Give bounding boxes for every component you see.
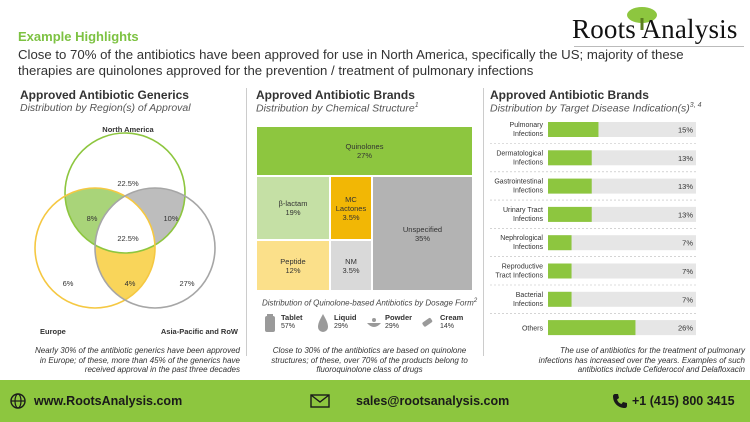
- venn-value-all: 22.5%: [117, 234, 139, 243]
- treemap-cell: [372, 176, 473, 291]
- bar: [548, 207, 592, 222]
- treemap-cell-name: NM: [345, 256, 357, 266]
- venn-value-eu-asia: 4%: [124, 279, 136, 288]
- phone-icon: [612, 393, 628, 409]
- section-tag: Example Highlights: [18, 29, 139, 44]
- structure-footnote: Close to 30% of the antibiotics are based on quinolone structures; of these, over 70% of the products belong to fluoroquinolone class of drugs: [271, 346, 468, 374]
- footer-phone[interactable]: [612, 380, 735, 422]
- dosage-form-name: Powder: [385, 313, 413, 322]
- treemap-cell: [330, 240, 372, 291]
- treemap-cell-name: β-lactam: [278, 199, 308, 208]
- dosage-form-item: [421, 313, 463, 339]
- dosage-form-name: Liquid: [334, 313, 357, 322]
- dosage-form-value: 29%: [385, 323, 400, 330]
- treemap-cell-value: 35%: [414, 233, 430, 243]
- bar-value-label: 7%: [682, 295, 693, 305]
- dosage-form-item: [262, 313, 303, 339]
- dosage-form-name: Tablet: [281, 313, 303, 322]
- bar: [548, 235, 572, 250]
- bar-category-label: Gastrointestinal Infections: [494, 178, 543, 195]
- treemap-cell-value: 3.5%: [342, 212, 360, 222]
- bar-value-label: 13%: [677, 153, 693, 163]
- mail-icon: [310, 394, 330, 408]
- treemap-cell-name: MC Lactones: [335, 194, 367, 213]
- bar-category-label: Urinary Tract Infections: [502, 206, 543, 223]
- indication-subtitle: Distribution by Target Disease $Indication(s)^{3, 4}$: [490, 102, 702, 115]
- dosage-form-item: [366, 313, 412, 339]
- headline: Close to 70% of the antibiotics have been approved for use in North America, specifically the US; majority of these therapies are quinolones approved for the prevention / treatment of pulmonary infections: [18, 47, 684, 78]
- generics-title: Approved Antibiotic Generics: [20, 88, 189, 102]
- footer-email[interactable]: [310, 380, 509, 422]
- bar: [548, 122, 598, 137]
- bar: [548, 179, 592, 194]
- treemap-cell: [256, 176, 330, 240]
- treemap-cell-value: 3.5%: [342, 265, 360, 275]
- bar-value-label: 15%: [677, 125, 693, 135]
- footer-website[interactable]: [10, 380, 182, 422]
- treemap-cell-value: 12%: [285, 265, 301, 275]
- dosage-form-value: 14%: [440, 323, 455, 330]
- venn-value-asia: 27%: [179, 279, 195, 288]
- treemap-cell: [330, 176, 372, 240]
- venn-chart: [0, 118, 245, 344]
- bar-category-label: Nephrological Infections: [500, 235, 543, 252]
- indication-footnote: The use of antibiotics for the treatment of pulmonary infections has increased over the years. Examples of such antibiotics include Cefiderocol and Delafloxacin: [538, 346, 745, 374]
- globe-icon: [10, 393, 26, 409]
- bar: [548, 150, 592, 165]
- bar-category-label: Reproductive Tract Infections: [495, 263, 543, 280]
- venn-value-na-eu: 8%: [86, 214, 98, 223]
- treemap-cell-value: 27%: [356, 151, 372, 160]
- cream-icon: [421, 313, 437, 335]
- treemap-cell-value: 19%: [285, 208, 301, 217]
- bar-category-label: Pulmonary Infections: [509, 122, 543, 138]
- tablet-icon: [262, 313, 278, 335]
- treemap-cell-name: Unspecified: [402, 224, 443, 234]
- bar-value-label: 13%: [677, 210, 693, 220]
- venn-value-north-america: 22.5%: [117, 179, 139, 188]
- powder-icon: [366, 313, 382, 335]
- footer-bar: [0, 380, 750, 422]
- divider-left: [246, 88, 247, 356]
- dosage-form-name: Cream: [440, 313, 464, 322]
- website-link[interactable]: www.RootsAnalysis.com: [34, 394, 183, 408]
- bar-category-label: Bacterial Infections: [513, 291, 543, 308]
- treemap-cell: [256, 240, 330, 291]
- generics-subtitle: Distribution by Region(s) of Approval: [20, 102, 191, 114]
- bar-category-label: Dermatological Infections: [496, 150, 543, 167]
- liquid-icon: [315, 313, 331, 335]
- treemap-cell-name: Peptide: [280, 256, 306, 266]
- indication-title: Approved Antibiotic Brands: [490, 88, 649, 102]
- phone-number[interactable]: +1 (415) 800 3415: [632, 394, 735, 408]
- bar-value-label: 13%: [677, 182, 693, 192]
- bar-value-label: 26%: [677, 323, 693, 333]
- venn-set-europe: Europe: [40, 327, 66, 336]
- structure-title: Approved Antibiotic Brands: [256, 88, 415, 102]
- treemap-cell-name: Quinolones: [345, 142, 384, 151]
- bar: [548, 320, 635, 335]
- indication-bar-chart: [484, 118, 750, 344]
- venn-value-europe: 6%: [62, 279, 74, 288]
- bar-value-label: 7%: [682, 238, 693, 248]
- venn-set-asia: Asia-Pacific and RoW: [160, 327, 238, 336]
- dosage-form-item: [315, 313, 357, 339]
- bar-category-label: Others: [521, 325, 543, 333]
- treemap-chart: [256, 126, 473, 291]
- treemap-cell: [256, 126, 473, 176]
- bar-value-label: 7%: [682, 267, 693, 276]
- logo-wordmark: Roots Analysis: [572, 14, 738, 44]
- venn-set-north-america: North America: [102, 125, 154, 134]
- structure-subtitle: Distribution by Chemical Structure$^1$: [256, 102, 419, 115]
- dosage-title: Distribution of Quinolone-based Antibiotics by Dosage Form$^2$: [262, 298, 478, 308]
- venn-value-na-asia: 10%: [163, 214, 179, 223]
- email-link[interactable]: sales@rootsanalysis.com: [356, 394, 510, 408]
- dosage-form-value: 57%: [281, 323, 296, 330]
- generics-footnote: Nearly 30% of the antibiotic generics have been approved in Europe; of these, more than 45% of the generics have received approval in the past three decades: [34, 346, 240, 374]
- bar: [548, 264, 572, 279]
- dosage-form-value: 29%: [334, 323, 349, 330]
- bar: [548, 292, 572, 307]
